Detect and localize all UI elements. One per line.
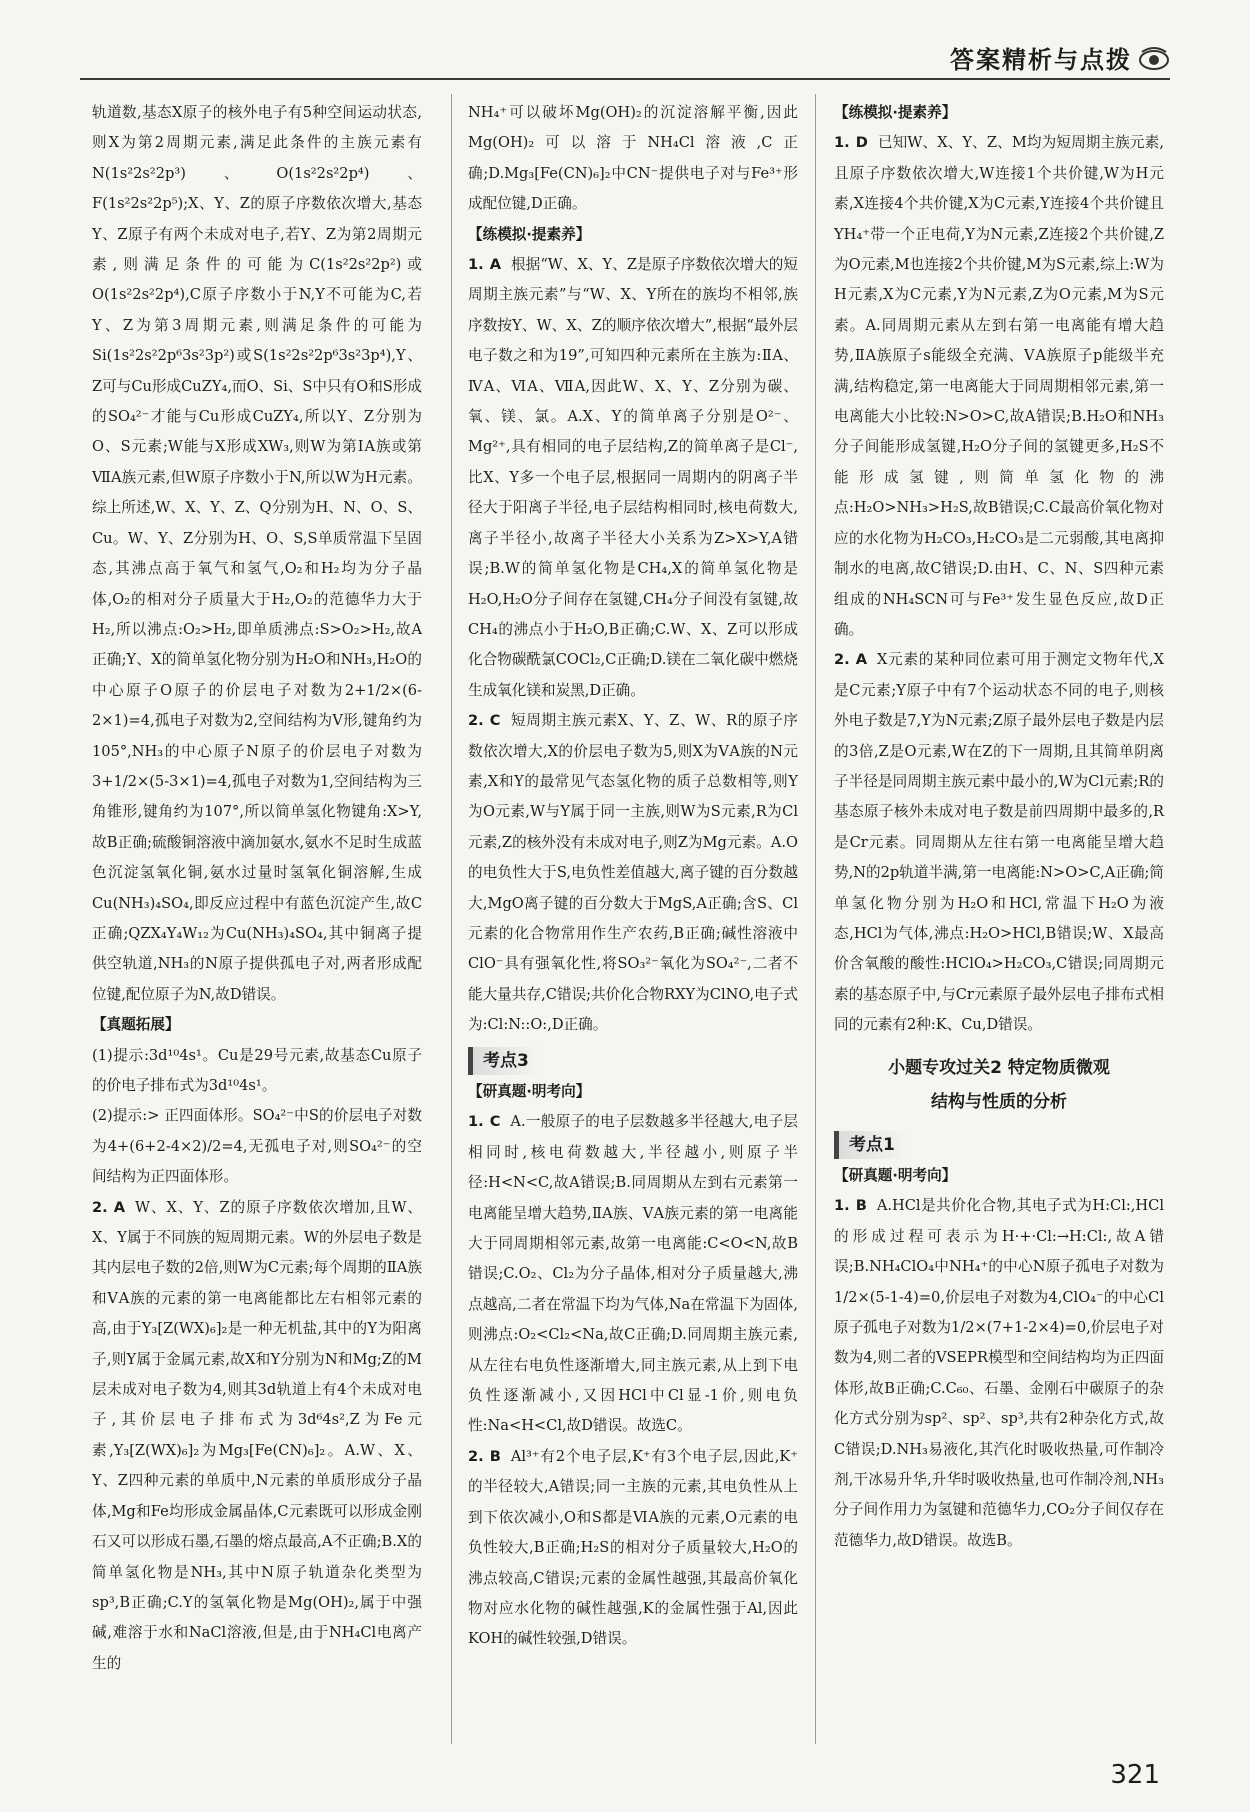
answer-letter: C — [489, 1113, 501, 1131]
question-number: 2. — [468, 1447, 484, 1465]
answer-explanation: X元素的某种同位素可用于测定文物年代,X是C元素;Y原子中有7个运动状态不同的电子,则核外电子数是7,Y为N元素;Z原子最外层电子数是内层的3倍,Z是O元素,W在Z的下一周期,且其简单阴离子半径是同周期主族元素中最小的,W为Cl元素;R的基态原子核外未成对电子数是前四周期中最多的,R是Cr元素。同周期从左往右第一电离能呈增大趋势,N的2p轨道半满,第一电离能:N>O>C,A正确;简单氢化物分别为H₂O和HCl,常温下H₂O为液态,HCl为气体,沸点:H₂O>HCl,B错误;W、X最高价含氧酸的酸性:HClO₄>H₂CO₃,C错误;同周期元素的基态原子中,与Cr元素原子最外层电子排布式相同的元素有2种:K、Cu,D错误。 — [834, 651, 1164, 1034]
answer-letter: B — [489, 1447, 501, 1465]
answer-letter: B — [855, 1197, 867, 1215]
question-number: 2. — [834, 651, 850, 669]
lianmoni-label: 【练模拟·提素养】 — [834, 104, 957, 121]
question-item — [834, 128, 1164, 645]
answer-letter: A — [489, 256, 501, 274]
section-title-line-1: 小题专攻过关2 特定物质微观 — [888, 1057, 1110, 1078]
question-number: 1. — [834, 134, 850, 152]
kaodian-3-heading: 考点3 — [468, 1047, 541, 1075]
question-item — [92, 1193, 422, 1680]
section-title-line-2: 结构与性质的分析 — [931, 1091, 1067, 1112]
answer-letter: A — [113, 1198, 125, 1216]
page-number: 321 — [1110, 1760, 1160, 1790]
yanzhenti-label: 【研真题·明考向】 — [468, 1083, 591, 1100]
question-item — [834, 1191, 1164, 1556]
answer-explanation: A.HCl是共价化合物,其电子式为H:Cl:,HCl的形成过程可表示为H·+·Cl:→H:Cl:,故A错误;B.NH₄ClO₄中NH₄⁺的中心N原子孤电子对数为1/2×(5-1-4)=0,价层电子对数为4,ClO₄⁻的中心Cl原子孤电子对数为1/2×(7+1-2×4)=0,价层电子对数为4,则二者的VSEPR模型和空间结构均为正四面体形,故B正确;C.C₆₀、石墨、金刚石中碳原子的杂化方式分别为sp²、sp²、sp³,共有2种杂化方式,故C错误;D.NH₃易液化,其汽化时吸收热量,可作制冷剂,干冰易升华,升华时吸收热量,也可作制冷剂,NH₃分子间作用力为氢键和范德华力,CO₂分子间仅存在范德华力,故D错误。故选B。 — [834, 1197, 1164, 1549]
answer-explanation: A.一般原子的电子层数越多半径越大,电子层相同时,核电荷数越大,半径越小,则原子半径:H<N<C,故A错误;B.同周期从左到右元素第一电离能呈增大趋势,ⅡA族、ⅤA族元素的第一电离能大于同周期相邻元素,故第一电离能:C<O<N,故B错误;C.O₂、Cl₂为分子晶体,相对分子质量越大,沸点越高,二者在常温下均为气体,Na在常温下为固体,则沸点:O₂<Cl₂<Na,故C正确;D.同周期主族元素,从左往右电负性逐渐增大,同主族元素,从上到下电负性逐渐减小,又因HCl中Cl显-1价,则电负性:Na<H<Cl,故D错误。故选C。 — [468, 1113, 798, 1435]
question-number: 2. — [468, 712, 484, 730]
question-number: 2. — [92, 1198, 108, 1216]
question-number: 1. — [468, 256, 484, 274]
question-number: 1. — [834, 1197, 850, 1215]
column-2 — [468, 98, 798, 1655]
kaodian-1-heading: 考点1 — [834, 1131, 907, 1159]
question-item — [468, 706, 798, 1040]
tuozhan-item-2: (2)提示:> 正四面体形。SO₄²⁻中S的价层电子对数为4+(6+2-4×2)/2=4,无孤电子对,则SO₄²⁻的空间结构为正四面体形。 — [92, 1107, 422, 1186]
question-item — [468, 250, 798, 706]
question-item — [834, 645, 1164, 1040]
question-item — [468, 1442, 798, 1655]
column-divider-2 — [815, 94, 816, 1744]
col2-lead-paragraph: NH₄⁺可以破坏Mg(OH)₂的沉淀溶解平衡,因此Mg(OH)₂可以溶于NH₄Cl溶液,C正确;D.Mg₃[Fe(CN)₆]₂中CN⁻提供电子对与Fe³⁺形成配位键,D正确。 — [468, 104, 798, 213]
header-title: 答案精析与点拨 — [950, 46, 1132, 74]
question-number: 1. — [468, 1113, 484, 1131]
col1-paragraph: 轨道数,基态X原子的核外电子有5种空间运动状态,则X为第2周期元素,满足此条件的主族元素有N(1s²2s²2p³)、O(1s²2s²2p⁴)、F(1s²2s²2p⁵);X、Y、Z的原子序数依次增大,基态Y、Z原子有两个未成对电子,若Y、Z为第2周期元素,则满足条件的可能为C(1s²2s²2p²)或O(1s²2s²2p⁴),C原子序数小于N,Y不可能为C,若Y、Z为第3周期元素,则满足条件的可能为Si(1s²2s²2p⁶3s²3p²)或S(1s²2s²2p⁶3s²3p⁴),Y、Z可与Cu形成CuZY₄,而O、Si、S中只有O和S形成的SO₄²⁻才能与Cu形成CuZY₄,所以Y、Z分别为O、S元素;W能与X形成XW₃,则W为第ⅠA族或第ⅦA族元素,但W原子序数小于N,所以W为H元素。综上所述,W、X、Y、Z、Q分别为H、N、O、S、Cu。W、Y、Z分别为H、O、S,S单质常温下呈固态,其沸点高于氧气和氢气,O₂和H₂均为分子晶体,O₂的相对分子质量大于H₂,O₂的范德华力大于H₂,所以沸点:O₂>H₂,即单质沸点:S>O₂>H₂,故A正确;Y、X的简单氢化物分别为H₂O和NH₃,H₂O的中心原子O原子的价层电子对数为2+1/2×(6-2×1)=4,孤电子对数为2,空间结构为V形,键角约为105°,NH₃的中心原子N原子的价层电子对数为3+1/2×(5-3×1)=4,孤电子对数为1,空间结构为三角锥形,键角约为107°,所以简单氢化物键角:X>Y,故B正确;硫酸铜溶液中滴加氨水,氨水不足时生成蓝色沉淀氢氧化铜,氨水过量时氢氧化铜溶解,生成Cu(NH₃)₄SO₄,即反应过程中有蓝色沉淀产生,故C正确;QZX₄Y₄W₁₂为Cu(NH₃)₄SO₄,其中铜离子提供空轨道,NH₃的N原子提供孤电子对,两者形成配位键,配位原子为N,故D错误。 — [92, 104, 422, 1003]
answer-explanation: W、X、Y、Z的原子序数依次增加,且W、X、Y属于不同族的短周期元素。W的外层电子数是其内层电子数的2倍,则W为C元素;每个周期的ⅡA族和ⅤA族的元素的第一电离能都比左右相邻元素的高,由于Y₃[Z(WX)₆]₂是一种无机盐,其中的Y为阳离子,则Y属于金属元素,故X和Y分别为N和Mg;Z的M层未成对电子数为4,则其3d轨道上有4个未成对电子,其价层电子排布式为3d⁶4s²,Z为Fe元素,Y₃[Z(WX)₆]₂为Mg₃[Fe(CN)₆]₂。A.W、X、Y、Z四种元素的单质中,N元素的单质形成分子晶体,Mg和Fe均形成金属晶体,C元素既可以形成金刚石又可以形成石墨,石墨的熔点最高,A不正确;B.X的简单氢化物是NH₃,其中N原子轨道杂化类型为sp³,B正确;C.Y的氢氧化物是Mg(OH)₂,属于中强碱,难溶于水和NaCl溶液,但是,由于NH₄Cl电离产生的 — [92, 1198, 422, 1672]
answer-letter: C — [489, 712, 501, 730]
column-3 — [834, 98, 1164, 1556]
header-rule — [80, 78, 1170, 80]
lianmoni-label: 【练模拟·提素养】 — [468, 225, 591, 243]
zhenti-tuozhan-label: 【真题拓展】 — [92, 1016, 180, 1034]
column-1 — [92, 98, 422, 1679]
answer-explanation: 已知W、X、Y、Z、M均为短周期主族元素,且原子序数依次增大,W连接1个共价键,W为H元素,X连接4个共价键,X为C元素,Y连接4个共价键且YH₄⁺带一个正电荷,Y为N元素,Z连接2个共价键,Z为O元素,M也连接2个共价键,M为S元素,综上:W为H元素,X为C元素,Y为N元素,Z为O元素,M为S元素。A.同周期元素从左到右第一电离能有增大趋势,ⅡA族原子s能级全充满、ⅤA族原子p能级半充满,结构稳定,第一电离能大于同周期相邻元素,第一电离能大小比较:N>O>C,故A错误;B.H₂O和NH₃分子间能形成氢键,H₂O分子间的氢键更多,H₂S不能形成氢键,则简单氢化物的沸点:H₂O>NH₃>H₂S,故B错误;C.C最高价氧化物对应的水化物为H₂CO₃,H₂CO₃是二元弱酸,其电离抑制水的电离,故C错误;D.由H、C、N、S四种元素组成的NH₄SCN可与Fe³⁺发生显色反应,故D正确。 — [834, 134, 1164, 638]
answer-explanation: Al³⁺有2个电子层,K⁺有3个电子层,因此,K⁺的半径较大,A错误;同一主族的元素,其电负性从上到下依次减小,O和S都是ⅥA族的元素,O元素的电负性较大,B正确;H₂S的相对分子质量较大,H₂O的沸点较高,C错误;元素的金属性越强,其最高价氧化物对应水化物的碱性越强,K的金属性强于Al,因此KOH的碱性较强,D错误。 — [468, 1447, 798, 1648]
eye-logo-icon — [1138, 44, 1170, 74]
answer-letter: A — [855, 651, 867, 669]
question-item — [468, 1107, 798, 1441]
answer-letter: D — [855, 134, 868, 152]
section-title — [834, 1051, 1164, 1119]
answer-explanation: 短周期主族元素X、Y、Z、W、R的原子序数依次增大,X的价层电子数为5,则X为ⅤA族的N元素,X和Y的最常见气态氢化物的质子总数相等,则Y为O元素,W与Y属于同一主族,则W为S元素,R为Cl元素,Z的核外没有未成对电子,则Z为Mg元素。A.O的电负性大于S,电负性差值越大,离子键的百分数越大,MgO离子键的百分数大于MgS,A正确;含S、Cl元素的化合物常用作生产农药,B正确;碱性溶液中ClO⁻具有强氧化性,将SO₃²⁻氧化为SO₄²⁻,二者不能大量共存,C错误;共价化合物RXY为ClNO,电子式为:Cl:N::O:,D正确。 — [468, 712, 798, 1034]
yanzhenti-label: 【研真题·明考向】 — [834, 1167, 957, 1184]
tuozhan-item-1: (1)提示:3d¹⁰4s¹。Cu是29号元素,故基态Cu原子的价电子排布式为3d¹⁰4s¹。 — [92, 1046, 422, 1094]
column-divider-1 — [451, 94, 452, 1744]
answer-explanation: 根据“W、X、Y、Z是原子序数依次增大的短周期主族元素”与“W、X、Y所在的族均不相邻,族序数按Y、W、X、Z的顺序依次增大”,根据“最外层电子数之和为19”,可知四种元素所在主族为:ⅡA、ⅣA、ⅥA、ⅦA,因此W、X、Y、Z分别为碳、氧、镁、氯。A.X、Y的简单离子分别是O²⁻、Mg²⁺,具有相同的电子层结构,Z的简单离子是Cl⁻,比X、Y多一个电子层,根据同一周期内的阴离子半径大于阳离子半径,电子层结构相同时,核电荷数大,离子半径小,故离子半径大小关系为Z>X>Y,A错误;B.W的简单氢化物是CH₄,X的简单氢化物是H₂O,H₂O分子间存在氢键,CH₄分子间没有氢键,故CH₄的沸点小于H₂O,B正确;C.W、X、Z可以形成化合物碳酰氯COCl₂,C正确;D.镁在二氧化碳中燃烧生成氧化镁和炭黑,D正确。 — [468, 256, 798, 699]
